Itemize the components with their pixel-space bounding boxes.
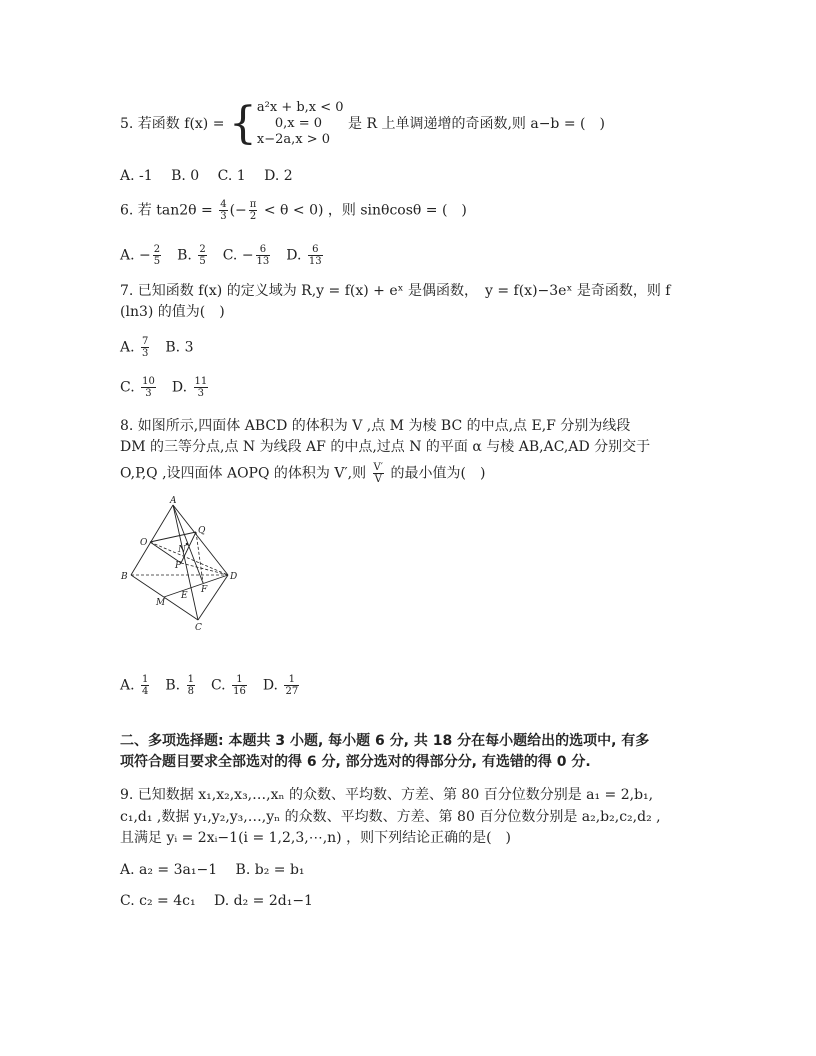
q7-line1: 7. 已知函数 f(x) 的定义域为 R,y = f(x) + eˣ 是偶函数， y = f(x)−3eˣ 是奇函数，则 f (120, 283, 671, 299)
q6-frac-4-3: $\frac{4}{3}$ (220, 199, 227, 222)
label-M: M (156, 598, 166, 608)
q8-ratio-frac: $\frac{V'}{V}$ (373, 462, 384, 485)
label-N: N (178, 545, 186, 555)
section2-line1: 二、多项选择题: 本题共 3 小题, 每小题 6 分, 共 18 分在每小题给出的选项中, 有多 (120, 733, 650, 749)
q9-line2: c₁,d₁ ,数据 y₁,y₂,y₃,…,yₙ 的众数、平均数、方差、第 80 百分位数分别是 a₂,b₂,c₂,d₂ , (120, 809, 661, 825)
q8-line3: O,P,Q ,设四面体 AOPQ 的体积为 V′,则 $\frac{V'}{V}$ 的最小值为( ) (120, 462, 486, 485)
label-B: B (121, 572, 128, 582)
left-brace: { (228, 98, 257, 149)
q6-options: A. − $\frac{2}{5}$ B. $\frac{2}{5}$ C. − $\frac{6}{13}$ D. $\frac{6}{13}$ (120, 244, 322, 267)
label-Q: Q (198, 526, 206, 536)
q7-line2: (ln3) 的值为( ) (120, 304, 225, 320)
q9-options-ab: A. a₂ = 3a₁−1 B. b₂ = b₁ (120, 862, 305, 878)
q8-line1: 8. 如图所示,四面体 ABCD 的体积为 V ,点 M 为棱 BC 的中点,点 E,F 分别为线段 (120, 418, 631, 434)
q5-options: A. -1 B. 0 C. 1 D. 2 (120, 168, 293, 184)
label-E: E (181, 591, 188, 601)
tetrahedron-figure (118, 495, 248, 630)
q9-options-cd: C. c₂ = 4c₁ D. d₂ = 2d₁−1 (120, 893, 313, 909)
q5-stem: 5. 若函数 f(x) = { a²x + b,x < 0 0,x = 0 x−2a,x > 0 是 R 上单调递增的奇函数,则 a−b = ( ) (120, 98, 605, 149)
section2-line2: 项符合题目要求全部选对的得 6 分, 部分选对的得部分分, 有选错的得 0 分. (120, 754, 591, 770)
q9-line3: 且满足 yᵢ = 2xᵢ−1(i = 1,2,3,⋯,n) ，则下列结论正确的是( ) (120, 830, 512, 846)
label-A: A (170, 496, 177, 506)
q8-line2: DM 的三等分点,点 N 为线段 AF 的中点,过点 N 的平面 α 与棱 AB,AC,AD 分别交于 (120, 439, 651, 455)
label-C: C (195, 623, 202, 630)
label-F: F (201, 585, 208, 595)
label-P: P (175, 561, 182, 571)
label-O: O (140, 538, 148, 548)
q9-line1: 9. 已知数据 x₁,x₂,x₃,…,xₙ 的众数、平均数、方差、第 80 百分位数分别是 a₁ = 2,b₁, (120, 787, 654, 803)
label-D: D (230, 572, 238, 582)
q6-frac-pi-2: $\frac{\pi}{2}$ (249, 199, 257, 222)
q8-options: A. $\frac{1}{4}$ B. $\frac{1}{8}$ C. $\frac{1}{16}$ D. $\frac{1}{27}$ (120, 674, 299, 697)
q7-options-ab: A. $\frac{7}{3}$ B. 3 (120, 336, 194, 359)
q7-options-cd: C. $\frac{10}{3}$ D. $\frac{11}{3}$ (120, 376, 208, 399)
q6-stem: 6. 若 tan2θ = $\frac{4}{3}$ (− $\frac{\pi}{2}$ < θ < 0) ，则 sinθcosθ = ( ) (120, 199, 467, 222)
q5-cases: a²x + b,x < 0 0,x = 0 x−2a,x > 0 (256, 100, 344, 147)
